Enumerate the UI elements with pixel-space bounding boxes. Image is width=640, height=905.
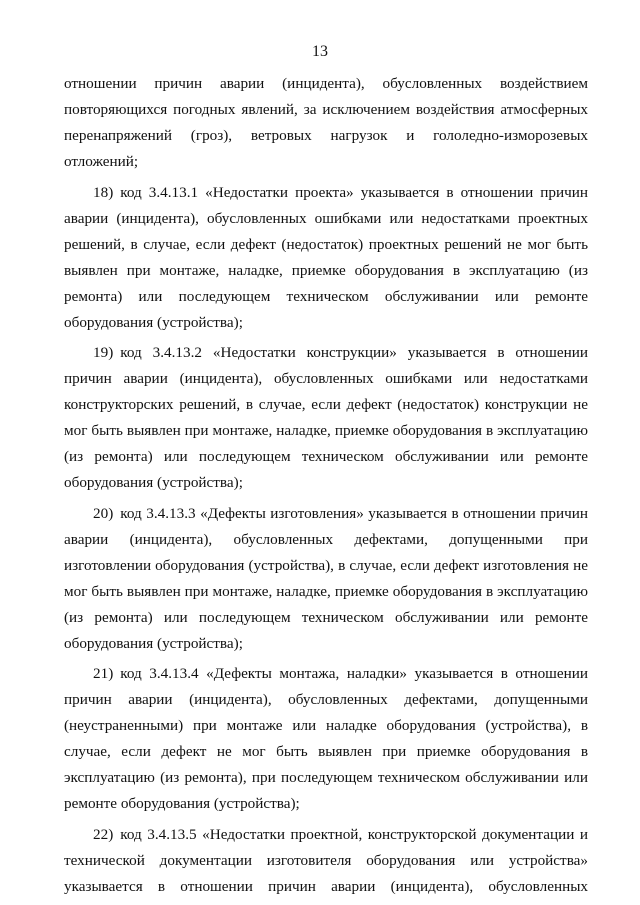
list-item-number: 22) xyxy=(93,825,114,843)
paragraph-text: код 3.4.13.2 «Недостатки конструкции» указывается в отношении причин аварии (инцидента), обусловленных ошибками или недостатками конструкторских решений, в случае, если дефект (недостаток) конструкции не мог быть выявлен при монтаже, наладке, приемке оборудования в эксплуатацию (из ремонта) или последующем техническом обслуживании или ремонте оборудования (устройства); xyxy=(64,344,588,492)
paragraph-text: код 3.4.13.5 «Недостатки проектной, конструкторской документации и технической документации изготовителя оборудования или устройства» указывается в отношении причин аварии (инцидента), обусловленных xyxy=(64,825,588,895)
list-item-21 xyxy=(64,661,588,817)
list-item-number: 20) xyxy=(93,504,114,522)
paragraph-text: код 3.4.13.3 «Дефекты изготовления» указывается в отношении причин аварии (инцидента), обусловленных дефектами, допущенными при изготовлении оборудования (устройства), в случае, если дефект изготовления не мог быть выявлен при монтаже, наладке, приемке оборудования в эксплуатацию (из ремонта) или последующем техническом обслуживании или ремонте оборудования (устройства); xyxy=(64,504,588,652)
list-item-number: 18) xyxy=(93,183,114,201)
list-item-18 xyxy=(64,180,588,336)
page-number: 13 xyxy=(312,43,328,60)
paragraph-text: код 3.4.13.4 «Дефекты монтажа, наладки» указывается в отношении причин аварии (инцидента), обусловленных дефектами, допущенными (неустраненными) при монтаже или наладке оборудования (устройства), в случае, если дефект не мог быть выявлен при приемке оборудования в эксплуатацию (из ремонта), при последующем техническом обслуживании или ремонте оборудования (устройства); xyxy=(64,665,588,813)
list-item-number: 19) xyxy=(93,344,114,362)
paragraph-text: код 3.4.13.1 «Недостатки проекта» указывается в отношении причин аварии (инцидента), обусловленных ошибками или недостатками проектных решений, в случае, если дефект (недостаток) проектных решений не мог быть выявлен при монтаже, наладке, приемке оборудования в эксплуатацию (из ремонта) или последующем техническом обслуживании или ремонте оборудования (устройства); xyxy=(64,183,588,331)
list-item-20 xyxy=(64,501,588,657)
paragraph-continuation xyxy=(64,71,588,175)
document-body xyxy=(64,71,588,905)
paragraph-text: отношении причин аварии (инцидента), обусловленных воздействием повторяющихся погодных явлений, за исключением воздействия атмосферных перенапряжений (гроз), ветровых нагрузок и гололедно-изморозевых отложений; xyxy=(64,75,588,170)
list-item-number: 21) xyxy=(93,665,114,683)
list-item-19 xyxy=(64,340,588,496)
list-item-22 xyxy=(64,822,588,900)
